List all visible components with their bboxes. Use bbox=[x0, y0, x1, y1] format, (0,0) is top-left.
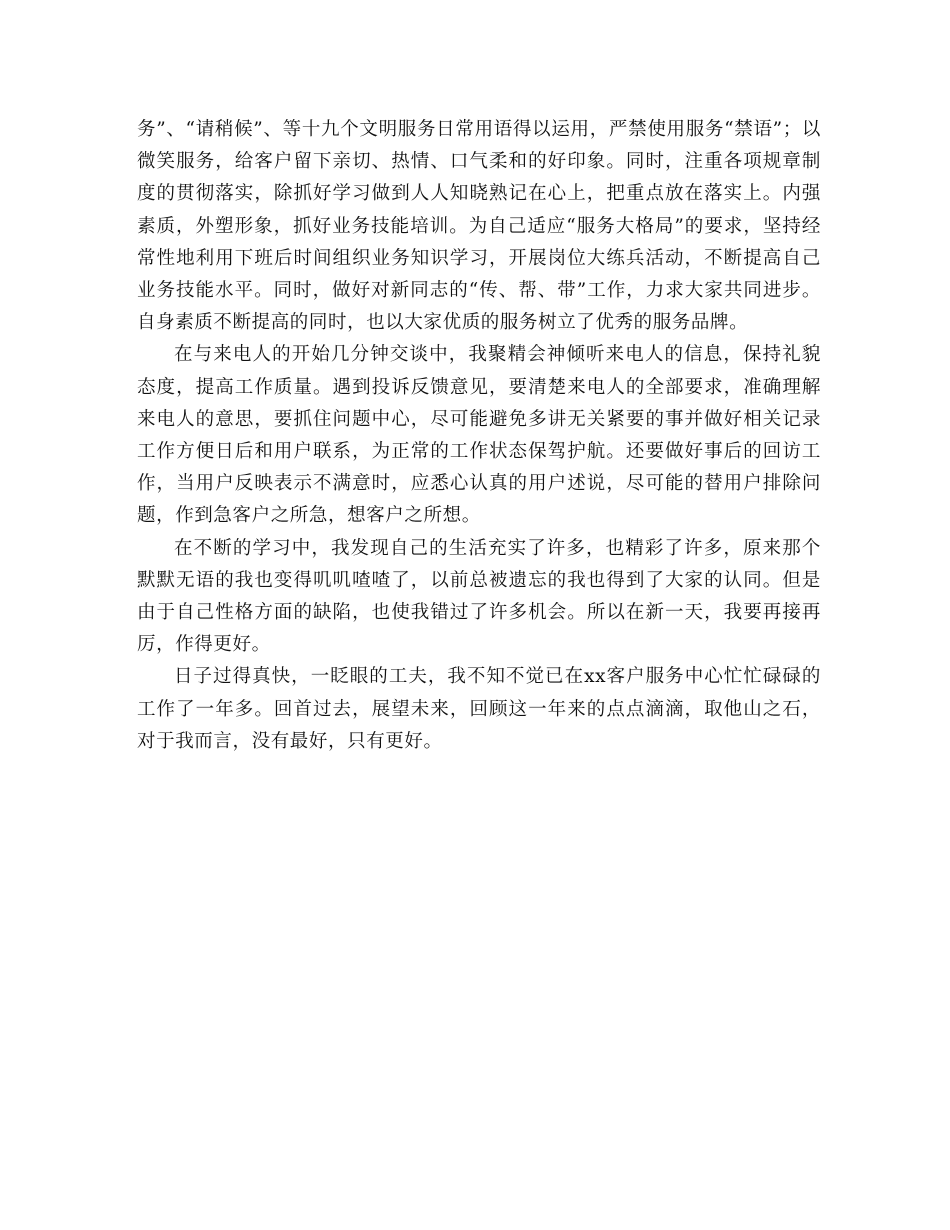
document-body bbox=[137, 114, 821, 758]
paragraph-2: 在与来电人的开始几分钟交谈中，我聚精会神倾听来电人的信息，保持礼貌态度，提高工作质量。遇到投诉反馈意见，要清楚来电人的全部要求，准确理解来电人的意思，要抓住问题中心，尽可能避免多讲无关紧要的事并做好相关记录工作方便日后和用户联系，为正常的工作状态保驾护航。还要做好事后的回访工作，当用户反映表示不满意时，应悉心认真的用户述说，尽可能的替用户排除问题，作到急客户之所急，想客户之所想。 bbox=[137, 344, 821, 527]
paragraph-3: 在不断的学习中，我发现自己的生活充实了许多，也精彩了许多，原来那个默默无语的我也变得叽叽喳喳了，以前总被遗忘的我也得到了大家的认同。但是由于自己性格方面的缺陷，也使我错过了许多机会。所以在新一天，我要再接再厉，作得更好。 bbox=[137, 537, 821, 656]
paragraph-4: 日子过得真快，一眨眼的工夫，我不知不觉已在xx客户服务中心忙忙碌碌的工作了一年多。回首过去，展望未来，回顾这一年来的点点滴滴，取他山之石，对于我而言，没有最好，只有更好。 bbox=[137, 666, 821, 752]
paragraph-1: 务”、“请稍候”、等十九个文明服务日常用语得以运用，严禁使用服务“禁语”；以微笑服务，给客户留下亲切、热情、口气柔和的好印象。同时，注重各项规章制度的贯彻落实，除抓好学习做到人人知晓熟记在心上，把重点放在落实上。内强素质，外塑形象，抓好业务技能培训。为自己适应“服务大格局”的要求，坚持经常性地利用下班后时间组织业务知识学习，开展岗位大练兵活动，不断提高自己业务技能水平。同时，做好对新同志的“传、帮、带”工作，力求大家共同进步。自身素质不断提高的同时，也以大家优质的服务树立了优秀的服务品牌。 bbox=[137, 119, 821, 334]
